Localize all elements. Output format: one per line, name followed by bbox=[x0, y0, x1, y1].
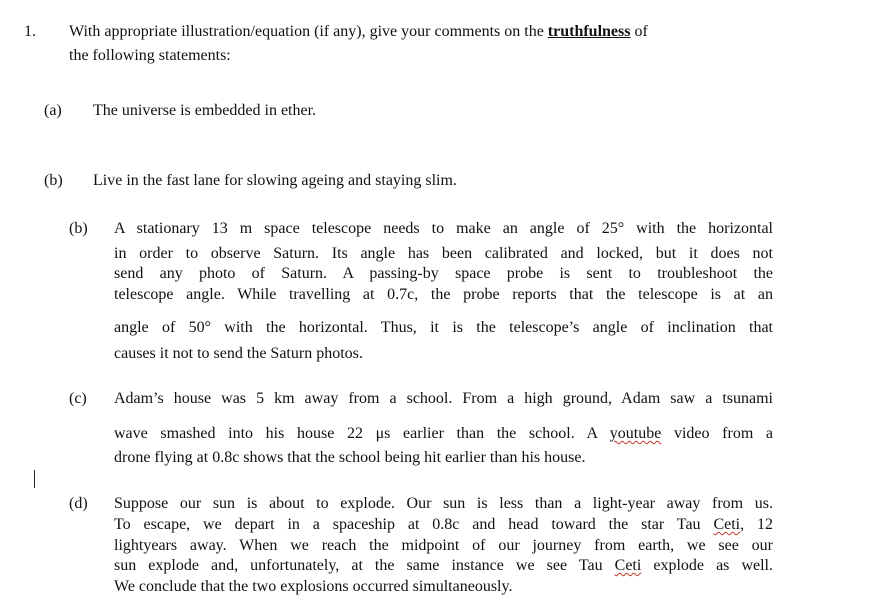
question-prompt-line1 bbox=[69, 22, 648, 42]
item-d-line2 bbox=[114, 515, 773, 535]
item-c-label: (c) bbox=[69, 390, 87, 407]
question-number: 1. bbox=[24, 23, 36, 40]
item-d-line5: We conclude that the two explosions occurred simultaneously. bbox=[114, 578, 513, 595]
prompt-emphasis: truthfulness bbox=[547, 23, 631, 40]
spellcheck-word-ceti-1[interactable]: Ceti bbox=[713, 516, 741, 533]
item-b2-line3: send any photo of Saturn. A passing-by space probe is sent to troubleshoot the bbox=[114, 265, 773, 282]
item-b2-line4: telescope angle. While travelling at 0.7c, the probe reports that the telescope is at an bbox=[114, 286, 773, 303]
item-d-line3: lightyears away. When we reach the midpoint of our journey from earth, we see our bbox=[114, 537, 773, 554]
item-b2-line6: causes it not to send the Saturn photos. bbox=[114, 345, 363, 362]
item-d-line4-c: explode as well. bbox=[641, 557, 774, 574]
item-d-label: (d) bbox=[69, 495, 88, 512]
item-d-line4 bbox=[114, 556, 773, 576]
text-cursor bbox=[34, 470, 35, 488]
item-d-line4-a: sun explode and, unfortunately, at the same instance we see Tau bbox=[114, 557, 615, 574]
item-b1-label: (b) bbox=[44, 172, 63, 189]
item-c-line2 bbox=[114, 424, 773, 444]
item-b1-text: Live in the fast lane for slowing ageing and staying slim. bbox=[93, 172, 457, 189]
spellcheck-word-ceti-2[interactable]: Ceti bbox=[614, 557, 642, 574]
item-d-line2-a: To escape, we depart in a spaceship at 0.8c and head toward the star Tau bbox=[114, 516, 714, 533]
question-prompt-line2: the following statements: bbox=[69, 47, 231, 64]
item-b2-label: (b) bbox=[69, 220, 88, 237]
item-a-label: (a) bbox=[44, 102, 62, 119]
item-b2-line1: A stationary 13 m space telescope needs to make an angle of 25° with the horizontal bbox=[114, 220, 773, 237]
prompt-text-b: of bbox=[630, 23, 648, 40]
item-c-line3: drone flying at 0.8c shows that the school being hit earlier than his house. bbox=[114, 449, 586, 466]
item-b2-line5: angle of 50° with the horizontal. Thus, it is the telescope’s angle of inclination that bbox=[114, 319, 773, 336]
spellcheck-word-youtube[interactable]: youtube bbox=[609, 425, 662, 442]
item-d-line1: Suppose our sun is about to explode. Our sun is less than a light-year away from us. bbox=[114, 495, 773, 512]
item-c-line2-a: wave smashed into his house 22 μs earlier than the school. A bbox=[114, 425, 610, 442]
item-c-line2-c: video from a bbox=[661, 425, 774, 442]
item-c-line1: Adam’s house was 5 km away from a school. From a high ground, Adam saw a tsunami bbox=[114, 390, 773, 407]
item-a-text: The universe is embedded in ether. bbox=[93, 102, 317, 119]
item-b2-line2: in order to observe Saturn. Its angle has been calibrated and locked, but it does not bbox=[114, 245, 773, 262]
prompt-text-a: With appropriate illustration/equation (if any), give your comments on the bbox=[69, 23, 548, 40]
item-d-line2-c: , 12 bbox=[740, 516, 774, 533]
